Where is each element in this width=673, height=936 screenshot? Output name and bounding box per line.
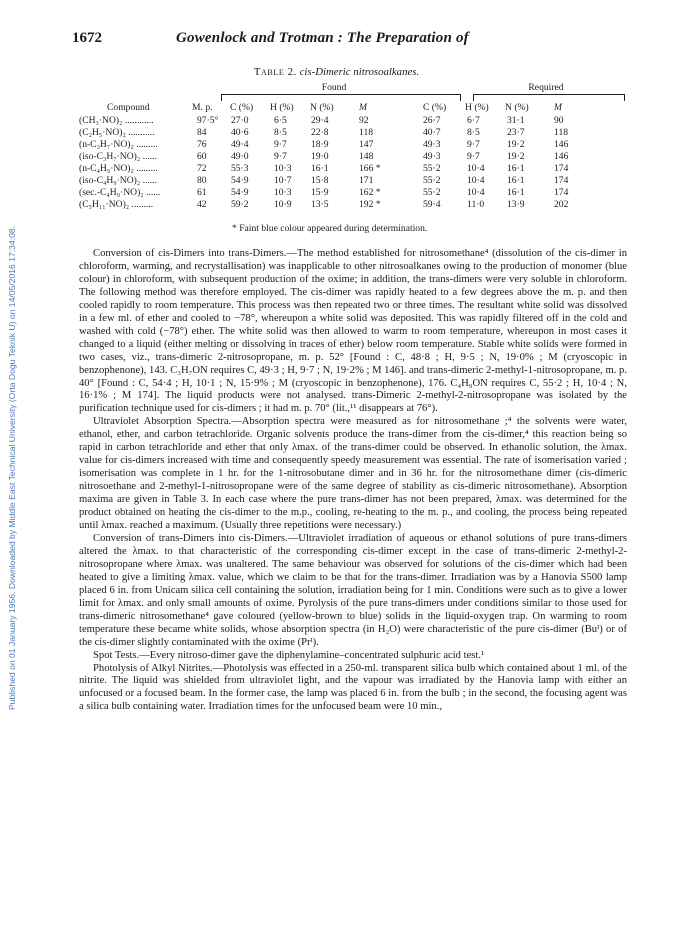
value-cell: 55·2	[423, 175, 441, 186]
value-cell: 166 *	[359, 163, 381, 174]
value-cell: 60	[197, 151, 207, 162]
value-cell: 49·4	[231, 139, 249, 150]
value-cell: 9·7	[274, 151, 287, 162]
table-row	[79, 199, 627, 211]
value-cell: 9·7	[274, 139, 287, 150]
value-cell: 8·5	[274, 127, 287, 138]
table-row	[79, 163, 627, 175]
body-paragraph: Ultraviolet Absorption Spectra.—Absorption spectra were measured as for nitrosomethane ;⁴ the solvents were water, ethanol, ether, and carbon tetrachloride. Organic solvents produce the trans-dimer from the cis-dimer,⁴ this reaction being so rapid in carbon tetrachloride and ether that only λmax. of the trans-dimer could be observed. In ethanolic solution, the λmax. value for cis-dimers increased with time and consequently speedy measurement was essential. The rate of isomerisation varied ; isomerisation was complete in 1 hr. for the 1-nitrosobutane dimer and in 36 hr. for the nitrosomethane dimer (cis-dimeric nitrosoethane and 2-methyl-1-nitrosopropane were of the same degree of stability as cis-dimeric nitrosomethane). Absorption maxima are given in Table 3. In each case where the pure trans-dimer has not been prepared, λmax. was determined for the product obtained on heating the cis-dimer to the m.p., cooling, re-heating to the m. p., and cooling, the process being repeated until λmax. reached a maximum. (Usually three repetitions were necessary.)	[79, 416, 627, 532]
page-number: 1672	[72, 30, 102, 46]
value-cell: 16·1	[507, 163, 525, 174]
value-cell: 54·9	[231, 187, 249, 198]
column-header: Compound	[107, 102, 150, 113]
compound-cell: (iso-C₄H₉·NO)₂ ......	[79, 175, 157, 186]
value-cell: 55·2	[423, 187, 441, 198]
value-cell: 59·2	[231, 199, 249, 210]
table-footnote: * Faint blue colour appeared during determination.	[232, 223, 428, 234]
value-cell: 10·3	[274, 187, 292, 198]
column-header: C (%)	[423, 102, 447, 113]
value-cell: 118	[359, 127, 374, 138]
value-cell: 202	[554, 199, 569, 210]
column-header: N (%)	[505, 102, 529, 113]
value-cell: 9·7	[467, 151, 480, 162]
value-cell: 10·4	[467, 163, 485, 174]
value-cell: 9·7	[467, 139, 480, 150]
compound-cell: (CH₃·NO)₂ ............	[79, 115, 154, 126]
column-header: M	[359, 102, 367, 113]
body-paragraph: Photolysis of Alkyl Nitrites.—Photolysis was effected in a 250-ml. transparent silica bulb which contained about 1 ml. of the nitrite. The liquid was shielded from ultraviolet light, and the vapour was irradiated by the Hanovia lamp with either an unfocused or a focused beam. In the former case, the lamp was placed 6 in. from the bulb ; in the second, the focusing agent was a silica bulb containing water. Irradiation times for the unfocused beam were 10 min.,	[79, 662, 627, 713]
value-cell: 171	[359, 175, 374, 186]
table-title: cis-Dimeric nitrosoalkanes.	[299, 66, 420, 78]
value-cell: 90	[554, 115, 564, 126]
value-cell: 18·9	[311, 139, 329, 150]
value-cell: 6·7	[467, 115, 480, 126]
body-paragraph: Spot Tests.—Every nitroso-dimer gave the diphenylamine–concentrated sulphuric acid test.¹	[93, 649, 485, 661]
value-cell: 84	[197, 127, 207, 138]
value-cell: 174	[554, 175, 569, 186]
value-cell: 16·1	[507, 175, 525, 186]
value-cell: 27·0	[231, 115, 249, 126]
value-cell: 10·4	[467, 187, 485, 198]
table-row	[79, 115, 627, 127]
value-cell: 19·0	[311, 151, 329, 162]
value-cell: 42	[197, 199, 207, 210]
compound-cell: (sec.-C₄H₉·NO)₂ ......	[79, 187, 161, 198]
value-cell: 10·9	[274, 199, 292, 210]
value-cell: 174	[554, 163, 569, 174]
column-header: N (%)	[310, 102, 334, 113]
table-row	[79, 175, 627, 187]
value-cell: 118	[554, 127, 569, 138]
group-header-required: Required	[528, 82, 564, 93]
table-row	[79, 187, 627, 199]
value-cell: 6·5	[274, 115, 287, 126]
value-cell: 23·7	[507, 127, 525, 138]
compound-cell: (C₂H₅·NO)₂ ...........	[79, 127, 155, 138]
body-paragraph: Conversion of trans-Dimers into cis-Dimers.—Ultraviolet irradiation of aqueous or ethanol solutions of pure trans-dimers altered the λmax. to that characteristic of the corresponding cis-dimer except in the case of trans-dimeric 2-methyl-2-nitrosopropane where λmax. was unaltered. The same behaviour was observed for solutions of the cis-dimer which had been heated to give a limiting λmax. value, which we claim to be that for the trans-dimer. Irradiation was by a Hanovia S500 lamp placed 6 in. from Unicam silica cell containing the solution, irradiation being for 1 min. Conditions were such as to give a lower limit for λmax. and only small amounts of oxime. Pyrolysis of the pure trans-dimers under conditions similar to those used for trans-dimeric nitrosomethane⁴ gave coloured (yellow-brown to blue) solids in the liquid-oxygen trap. On warming to room temperature these became white solids, whose absorption spectra (in H₂O) were characteristic of the pure cis-dimer (Buᴵ) or of the cis-dimer slightly contaminated with the oxime (Prᴵ).	[79, 532, 627, 648]
table-caption	[0, 66, 673, 78]
value-cell: 40·6	[231, 127, 249, 138]
value-cell: 22·8	[311, 127, 329, 138]
value-cell: 174	[554, 187, 569, 198]
table-row	[79, 139, 627, 151]
value-cell: 61	[197, 187, 207, 198]
value-cell: 49·3	[423, 139, 441, 150]
compound-cell: (n-C₃H₇·NO)₂ .........	[79, 139, 158, 150]
value-cell: 31·1	[507, 115, 525, 126]
compound-cell: (iso-C₃H₇·NO)₂ ......	[79, 151, 157, 162]
value-cell: 55·3	[231, 163, 249, 174]
value-cell: 10·7	[274, 175, 292, 186]
group-brace-required	[473, 94, 625, 101]
value-cell: 8·5	[467, 127, 480, 138]
value-cell: 146	[554, 151, 569, 162]
value-cell: 92	[359, 115, 369, 126]
table-label: Table 2.	[253, 66, 297, 78]
group-header-found: Found	[321, 82, 347, 93]
value-cell: 192 *	[359, 199, 381, 210]
value-cell: 147	[359, 139, 374, 150]
download-notice-text: Published on 01 January 1956. Downloaded by Middle East Technical University (Orta Dogu Teknik U) on 14/05/2016 17:34:08.	[7, 225, 17, 711]
value-cell: 40·7	[423, 127, 441, 138]
value-cell: 76	[197, 139, 207, 150]
compound-cell: (C₅H₁₁·NO)₂ .........	[79, 199, 154, 210]
value-cell: 19·2	[507, 151, 525, 162]
value-cell: 10·3	[274, 163, 292, 174]
value-cell: 10·4	[467, 175, 485, 186]
value-cell: 11·0	[467, 199, 485, 210]
value-cell: 54·9	[231, 175, 249, 186]
value-cell: 162 *	[359, 187, 381, 198]
value-cell: 29·4	[311, 115, 329, 126]
column-header: H (%)	[270, 102, 294, 113]
running-title: Gowenlock and Trotman : The Preparation of	[176, 30, 469, 46]
page-header	[72, 30, 628, 52]
value-cell: 15·8	[311, 175, 329, 186]
group-brace-found	[221, 94, 461, 101]
value-cell: 72	[197, 163, 207, 174]
table-row	[79, 151, 627, 163]
value-cell: 26·7	[423, 115, 441, 126]
table-row	[79, 127, 627, 139]
compound-cell: (n-C₄H₉·NO)₂ .........	[79, 163, 158, 174]
value-cell: 146	[554, 139, 569, 150]
value-cell: 49·3	[423, 151, 441, 162]
column-header: C (%)	[230, 102, 254, 113]
value-cell: 49·0	[231, 151, 249, 162]
data-table	[79, 82, 627, 222]
body-paragraph: Conversion of cis-Dimers into trans-Dimers.—The method established for nitrosomethane⁴ (dissolution of the cis-dimer in chloroform, warming, and recrystallisation) was inapplicable to other nitrosoalkanes owing to the production of monomer (blue colour) in chloroform, with subsequent production of the oxime; in addition, the trans-dimers were very soluble in chloroform. The following method was therefore employed. The cis-dimer was rapidly heated to a few degrees above the m. p. and then cooled rapidly to room temperature. This process was then repeated two or three times. The resultant white solid was dissolved in a few ml. of ether and cooled to −78°, whereupon a white solid was deposited. This was rapidly filtered off in the cold and washed with cold (−78°) ether. The white solid was then allowed to warm to room temperature, whereupon in most cases it changed to a liquid (either melting or dissolving in traces of ether) below room temperature. Stable white solids were formed in two cases, viz., trans-dimeric 2-nitrosopropane, m. p. 52° [Found : C, 48·8 ; H, 9·5 ; N, 19·0% ; M (cryoscopic in benzophenone), 143. C₃H₇ON requires C, 49·3 ; H, 9·7 ; N, 19·2% ; M 146]. and trans-dimeric 2-methyl-1-nitrosopropane, m. p. 40° [Found : C, 54·4 ; H, 10·1 ; N, 15·9% ; M (cryoscopic in benzophenone), 176. C₄H₉ON requires C, 55·2 ; H, 10·4 ; N, 16·1% ; M 174]. The liquid products were not analysed. trans-Dimeric 2-methyl-2-nitrosopropane was isolated by the purification technique used for cis-dimers ; it had m. p. 70° (lit.,¹¹ disappears at 76°).	[79, 248, 627, 415]
column-header: M. p.	[192, 102, 213, 113]
value-cell: 16·1	[311, 163, 329, 174]
value-cell: 80	[197, 175, 207, 186]
body-text	[79, 248, 627, 714]
value-cell: 13·5	[311, 199, 329, 210]
value-cell: 59·4	[423, 199, 441, 210]
value-cell: 19·2	[507, 139, 525, 150]
value-cell: 15·9	[311, 187, 329, 198]
value-cell: 55·2	[423, 163, 441, 174]
value-cell: 148	[359, 151, 374, 162]
column-header: H (%)	[465, 102, 489, 113]
value-cell: 13·9	[507, 199, 525, 210]
value-cell: 16·1	[507, 187, 525, 198]
download-notice-sidebar	[0, 0, 24, 936]
value-cell: 97·5°	[197, 115, 219, 126]
column-header: M	[554, 102, 562, 113]
